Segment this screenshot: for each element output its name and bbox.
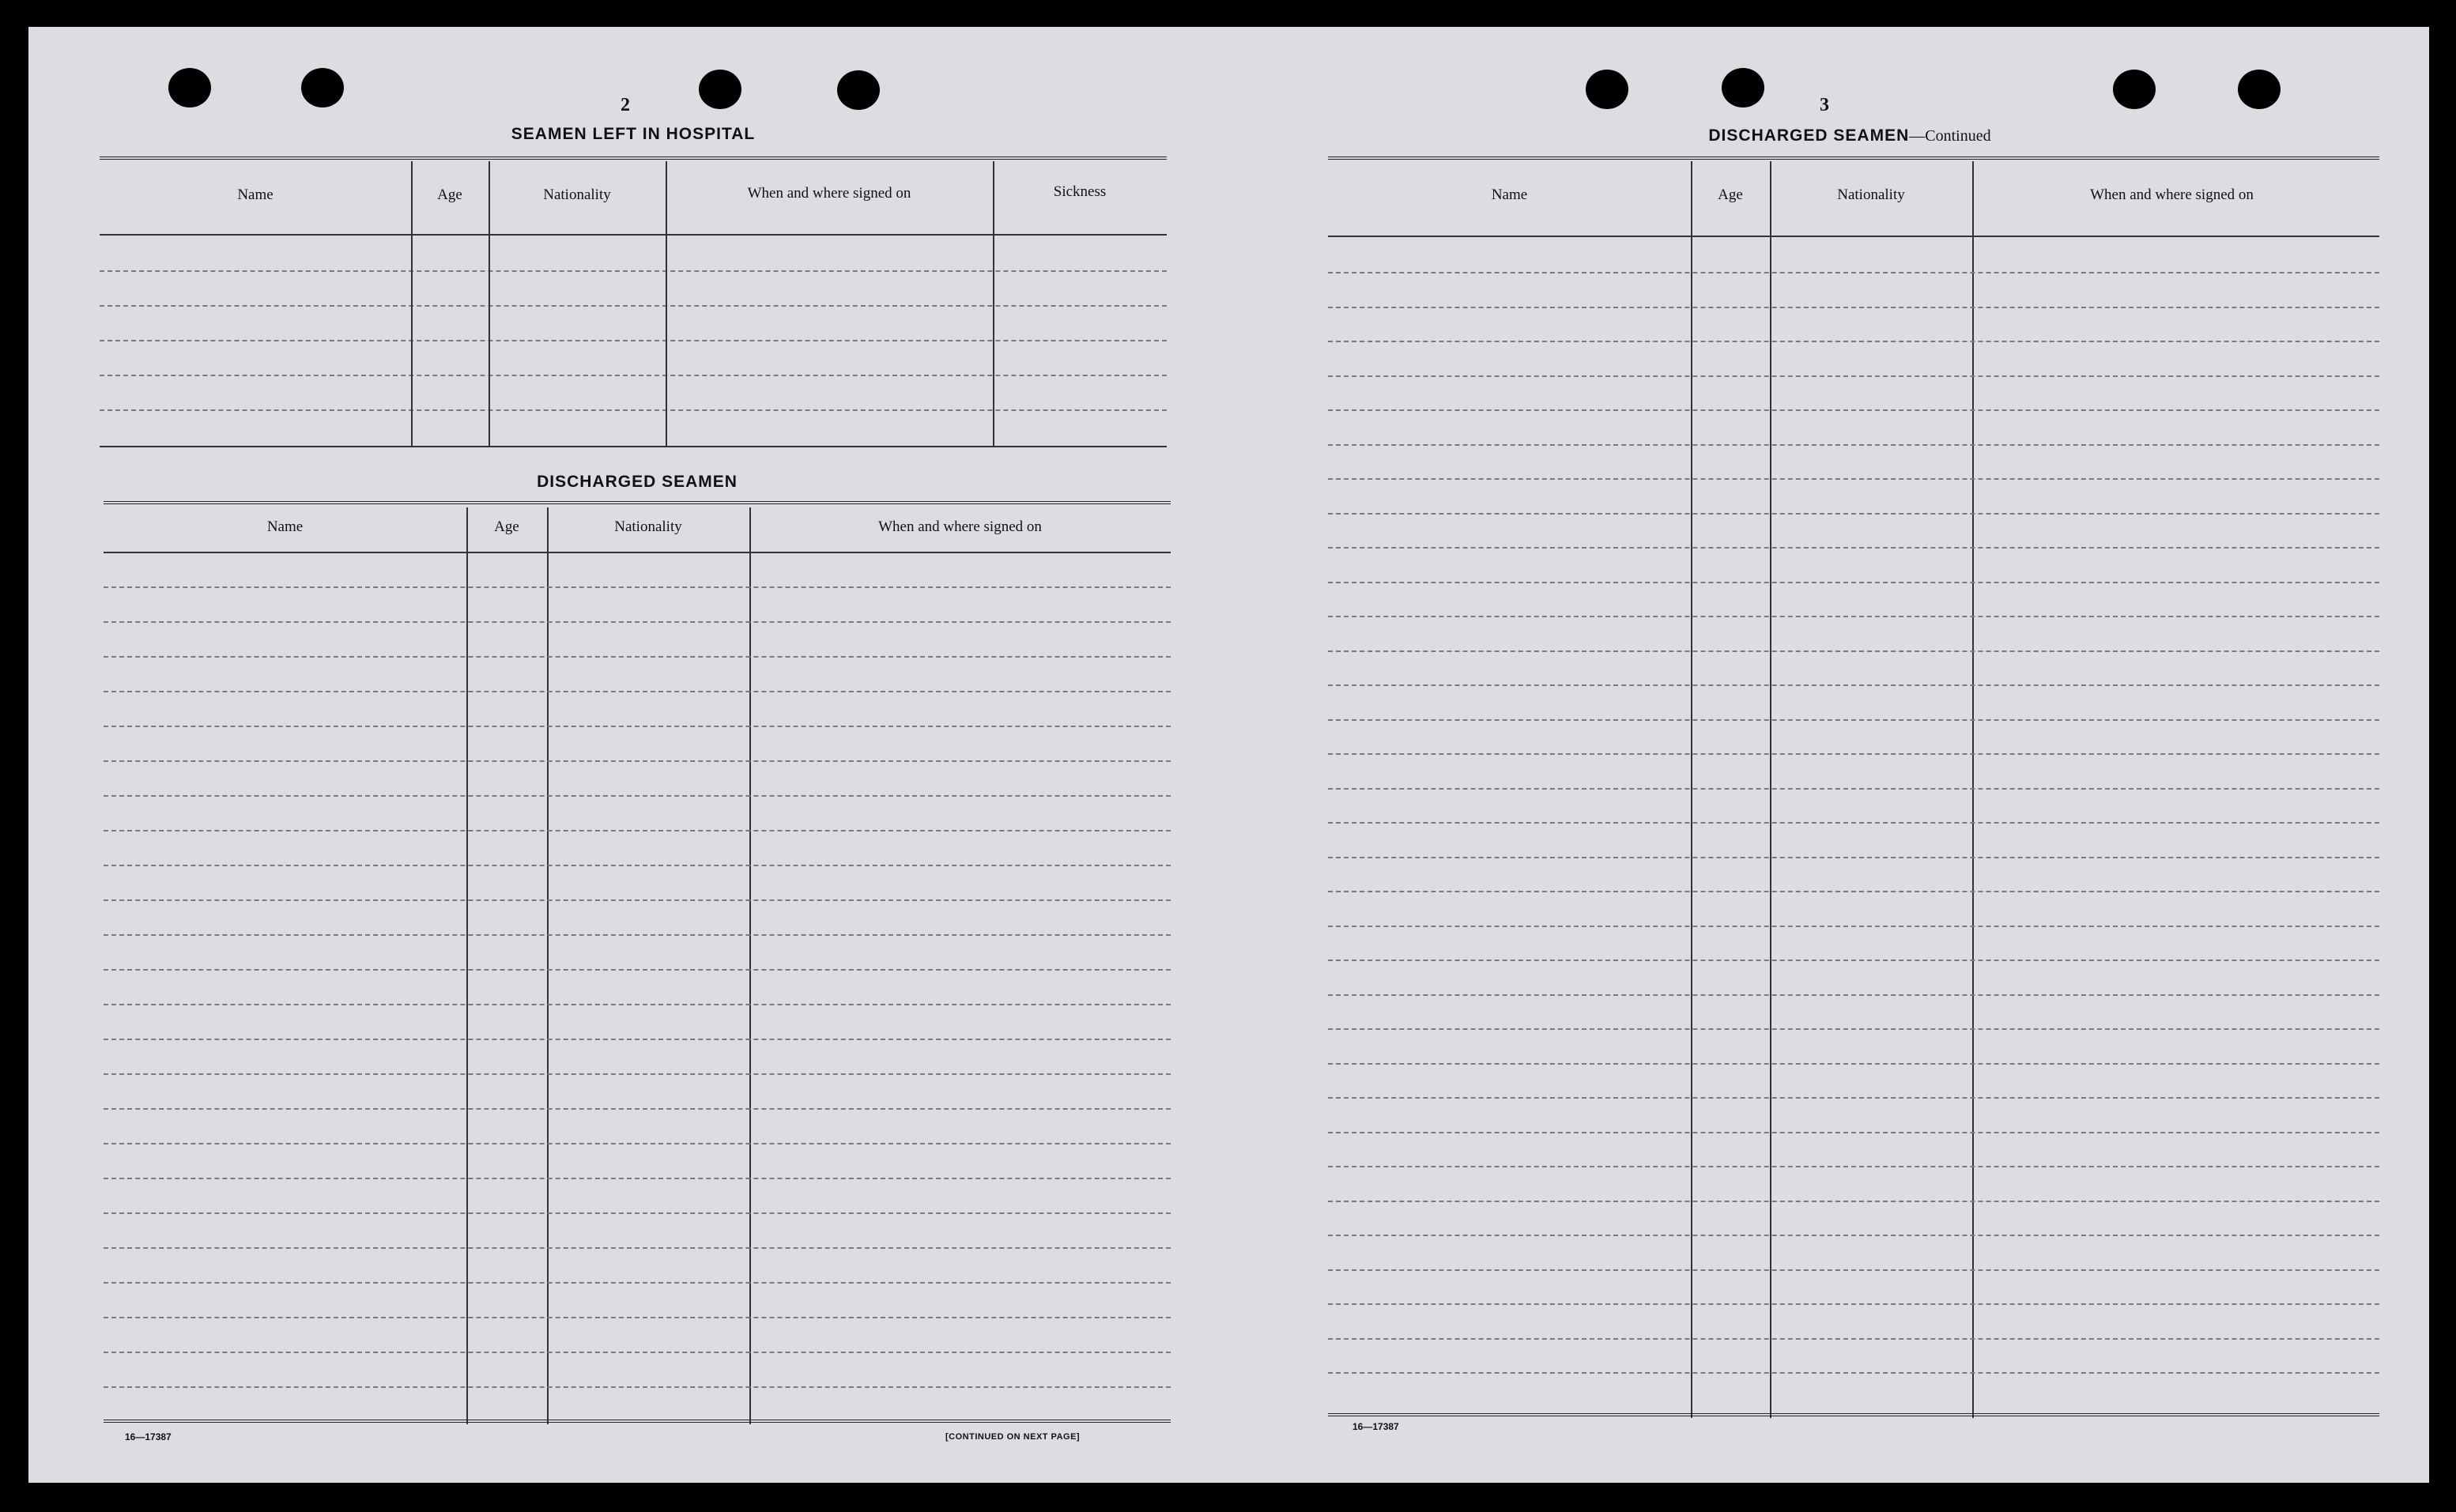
row-line	[1328, 1097, 2379, 1099]
punch-hole	[699, 70, 741, 109]
row-line	[104, 830, 1171, 831]
column-divider	[1770, 161, 1771, 1418]
row-line	[1328, 650, 2379, 652]
row-line	[104, 691, 1171, 692]
row-line	[1328, 1338, 2379, 1340]
row-line	[1328, 582, 2379, 583]
hospital-section-title: SEAMEN LEFT IN HOSPITAL	[511, 125, 756, 143]
row-line	[1328, 307, 2379, 308]
header-rule	[104, 552, 1171, 553]
column-divider	[411, 161, 413, 447]
row-line	[104, 934, 1171, 936]
row-line	[100, 340, 1167, 341]
punch-hole	[2113, 70, 2156, 109]
row-line	[1328, 926, 2379, 927]
row-line	[1328, 1132, 2379, 1133]
col-header-signed-on: When and where signed on	[878, 518, 1042, 535]
bottom-rule	[1328, 1413, 2379, 1416]
punch-hole	[837, 70, 880, 110]
form-number: 16—17387	[1352, 1421, 1399, 1432]
column-divider	[1691, 161, 1692, 1418]
row-line	[1328, 375, 2379, 377]
row-line	[104, 1143, 1171, 1144]
row-line	[1328, 960, 2379, 961]
row-line	[104, 656, 1171, 658]
row-line	[104, 1004, 1171, 1005]
row-line	[1328, 513, 2379, 515]
column-divider	[1972, 161, 1974, 1418]
row-line	[1328, 684, 2379, 686]
col-header-sickness: Sickness	[1053, 183, 1107, 200]
document-sheet	[28, 27, 2429, 1483]
title-main: DISCHARGED SEAMEN	[1708, 126, 1910, 145]
row-line	[100, 409, 1167, 411]
form-number: 16—17387	[125, 1431, 172, 1442]
punch-hole	[1586, 70, 1628, 109]
row-line	[100, 270, 1167, 272]
column-divider	[489, 161, 490, 447]
row-line	[104, 1178, 1171, 1179]
row-line	[104, 1073, 1171, 1075]
row-line	[1328, 444, 2379, 446]
row-line	[100, 375, 1167, 376]
row-line	[1328, 891, 2379, 892]
top-rule	[1328, 156, 2379, 160]
row-line	[1328, 788, 2379, 790]
row-line	[104, 795, 1171, 797]
col-header-name: Name	[237, 187, 274, 203]
row-line	[1328, 1201, 2379, 1202]
punch-hole	[168, 68, 211, 107]
col-header-age: Age	[1718, 187, 1743, 203]
column-divider	[749, 507, 751, 1424]
row-line	[1328, 409, 2379, 411]
header-rule	[1328, 236, 2379, 237]
row-line	[104, 969, 1171, 971]
title-suffix: —Continued	[1909, 127, 1991, 145]
discharged-section-title: DISCHARGED SEAMEN	[537, 473, 738, 491]
row-line	[1328, 857, 2379, 858]
row-line	[104, 865, 1171, 866]
row-line	[104, 586, 1171, 588]
discharged-ledger-left	[104, 501, 1171, 1426]
row-line	[1328, 1063, 2379, 1065]
discharged-ledger-right	[1328, 156, 2379, 1421]
column-divider	[993, 161, 994, 447]
hospital-ledger	[100, 156, 1167, 451]
column-divider	[466, 507, 468, 1424]
left-page	[28, 27, 1214, 1483]
page-number: 2	[621, 95, 630, 115]
row-line	[104, 621, 1171, 623]
bottom-rule	[104, 1420, 1171, 1423]
row-line	[1328, 1269, 2379, 1271]
punch-hole	[2238, 70, 2281, 109]
page-number: 3	[1820, 95, 1829, 115]
col-header-nationality: Nationality	[614, 518, 682, 535]
row-line	[1328, 272, 2379, 273]
row-line	[1328, 547, 2379, 549]
row-line	[1328, 1166, 2379, 1167]
row-line	[1328, 719, 2379, 721]
row-line	[104, 1386, 1171, 1388]
discharged-continued-title	[1328, 126, 2371, 145]
row-line	[1328, 1372, 2379, 1374]
row-line	[104, 1352, 1171, 1353]
col-header-nationality: Nationality	[1837, 187, 1905, 203]
continued-note: [CONTINUED ON NEXT PAGE]	[945, 1432, 1081, 1442]
row-line	[104, 726, 1171, 727]
row-line	[1328, 822, 2379, 824]
row-line	[1328, 616, 2379, 617]
row-line	[1328, 753, 2379, 755]
column-divider	[666, 161, 667, 447]
row-line	[104, 1212, 1171, 1214]
col-header-signed-on: When and where signed on	[2090, 187, 2254, 203]
right-page	[1238, 27, 2424, 1483]
punch-hole	[1722, 68, 1764, 107]
bottom-rule	[100, 446, 1167, 447]
punch-hole	[301, 68, 344, 107]
row-line	[104, 1247, 1171, 1249]
row-line	[1328, 1028, 2379, 1030]
col-header-signed-on: When and where signed on	[747, 185, 911, 202]
row-line	[104, 1317, 1171, 1318]
col-header-name: Name	[1491, 187, 1528, 203]
row-line	[104, 1108, 1171, 1110]
col-header-nationality: Nationality	[543, 187, 611, 203]
row-line	[104, 1282, 1171, 1284]
col-header-age: Age	[437, 187, 462, 203]
row-line	[1328, 478, 2379, 480]
row-line	[1328, 341, 2379, 342]
row-line	[1328, 994, 2379, 996]
top-rule	[104, 501, 1171, 504]
col-header-age: Age	[494, 518, 519, 535]
column-divider	[547, 507, 549, 1424]
col-header-name: Name	[266, 518, 304, 535]
row-line	[104, 1039, 1171, 1040]
row-line	[100, 305, 1167, 307]
row-line	[104, 899, 1171, 901]
row-line	[1328, 1303, 2379, 1305]
row-line	[104, 760, 1171, 762]
header-rule	[100, 234, 1167, 236]
row-line	[1328, 1235, 2379, 1236]
top-rule	[100, 156, 1167, 160]
